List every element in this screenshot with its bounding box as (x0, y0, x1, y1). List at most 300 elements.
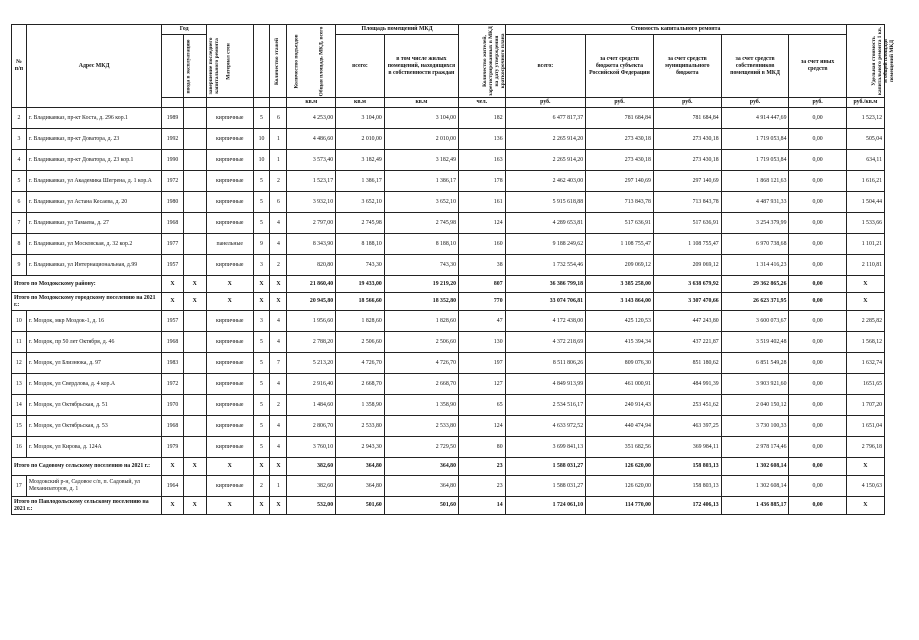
year-commission-cell: 1964 (162, 476, 183, 497)
residents-cell: 23 (458, 458, 505, 476)
premises-residential-cell: 2 668,70 (384, 374, 458, 395)
cost-owners-cell: 4 487 931,33 (721, 192, 789, 213)
residents-cell: 124 (458, 416, 505, 437)
specific-cost-cell: 1 523,12 (846, 108, 884, 129)
unit-cell: руб. (789, 98, 846, 108)
premises-residential-cell: 18 352,80 (384, 293, 458, 311)
cost-other-cell: 0,00 (789, 353, 846, 374)
specific-cost-cell: 2 110,81 (846, 255, 884, 276)
cost-other-cell: 0,00 (789, 374, 846, 395)
year-commission-cell: 1979 (162, 437, 183, 458)
floors-cell: 5 (253, 353, 270, 374)
table-row (12, 332, 885, 353)
premises-residential-cell: 4 726,70 (384, 353, 458, 374)
total-area-cell: 8 343,90 (287, 234, 336, 255)
subtotal-row (12, 497, 885, 515)
entrances-cell: 1 (270, 129, 287, 150)
walls-cell: кирпичные (206, 395, 253, 416)
cost-municipal-cell: 273 430,18 (653, 129, 721, 150)
premises-total-cell: 743,30 (336, 255, 385, 276)
year-commission-cell: 1968 (162, 332, 183, 353)
cost-total-cell: 5 915 618,88 (505, 192, 586, 213)
cost-subject-cell: 809 076,30 (586, 353, 654, 374)
table-row (12, 129, 885, 150)
floors-cell: 5 (253, 108, 270, 129)
address-cell: г. Владикавказ, ул Интернациональная, д.99 (26, 255, 162, 276)
cost-other-cell: 0,00 (789, 437, 846, 458)
walls-cell: кирпичные (206, 192, 253, 213)
floors-cell: 5 (253, 395, 270, 416)
cost-other-cell: 0,00 (789, 416, 846, 437)
specific-cost-cell: 1 533,66 (846, 213, 884, 234)
cost-municipal-cell: 158 803,13 (653, 476, 721, 497)
premises-total-cell: 364,80 (336, 458, 385, 476)
floors-cell: X (253, 458, 270, 476)
year-repair-cell (183, 171, 206, 192)
cost-municipal-cell: 158 803,13 (653, 458, 721, 476)
residents-cell: 182 (458, 108, 505, 129)
cost-municipal-cell: 851 180,62 (653, 353, 721, 374)
specific-cost-cell: X (846, 497, 884, 515)
cost-subject-cell: 273 430,18 (586, 129, 654, 150)
cost-other-cell: 0,00 (789, 234, 846, 255)
cost-total-cell: 9 188 249,62 (505, 234, 586, 255)
specific-cost-cell: 1 504,44 (846, 192, 884, 213)
walls-cell: кирпичные (206, 476, 253, 497)
table-row (12, 234, 885, 255)
cost-owners-cell: 29 362 865,26 (721, 276, 789, 293)
unit-cell: руб./кв.м (846, 98, 884, 108)
premises-total-cell: 3 104,00 (336, 108, 385, 129)
cost-subject-cell: 209 069,12 (586, 255, 654, 276)
cost-total-cell: 36 386 799,18 (505, 276, 586, 293)
address-cell: Итого по Моздокскому городскому поселению на 2021 г.: (12, 293, 162, 311)
walls-cell: X (206, 458, 253, 476)
cost-municipal-cell: 3 638 679,92 (653, 276, 721, 293)
walls-cell: X (206, 276, 253, 293)
table-row (12, 213, 885, 234)
row-number: 13 (12, 374, 27, 395)
residents-cell: 136 (458, 129, 505, 150)
year-commission-cell: 1992 (162, 129, 183, 150)
floors-cell: 5 (253, 437, 270, 458)
floors-cell: 2 (253, 476, 270, 497)
cost-owners-cell: 3 903 921,60 (721, 374, 789, 395)
table-row (12, 374, 885, 395)
entrances-cell: 4 (270, 213, 287, 234)
cost-owners-cell: 1 868 121,63 (721, 171, 789, 192)
header-premises-area: Площадь помещений МКД (336, 25, 459, 35)
cost-total-cell: 2 534 516,17 (505, 395, 586, 416)
table-row (12, 150, 885, 171)
cost-total-cell: 4 172 438,00 (505, 311, 586, 332)
row-number: 10 (12, 311, 27, 332)
header-floors: Количество этажей (253, 25, 270, 98)
premises-total-cell: 2 506,60 (336, 332, 385, 353)
residents-cell: 80 (458, 437, 505, 458)
year-repair-cell: X (183, 293, 206, 311)
cost-total-cell: 2 265 914,20 (505, 129, 586, 150)
premises-residential-cell: 364,80 (384, 458, 458, 476)
cost-owners-cell: 4 914 447,69 (721, 108, 789, 129)
walls-cell: кирпичные (206, 255, 253, 276)
cost-municipal-cell: 437 221,87 (653, 332, 721, 353)
row-number: 7 (12, 213, 27, 234)
total-area-cell: 3 760,10 (287, 437, 336, 458)
address-cell: г. Владикавказ, ул Московская, д. 32 кор.2 (26, 234, 162, 255)
walls-cell: кирпичные (206, 374, 253, 395)
premises-residential-cell: 3 104,00 (384, 108, 458, 129)
year-commission-cell: 1968 (162, 213, 183, 234)
premises-residential-cell: 3 182,49 (384, 150, 458, 171)
row-number: 17 (12, 476, 27, 497)
total-area-cell: 3 573,40 (287, 150, 336, 171)
premises-residential-cell: 1 828,60 (384, 311, 458, 332)
year-commission-cell: X (162, 458, 183, 476)
year-commission-cell: 1977 (162, 234, 183, 255)
premises-total-cell: 4 726,70 (336, 353, 385, 374)
row-number: 11 (12, 332, 27, 353)
row-number: 12 (12, 353, 27, 374)
floors-cell: 3 (253, 255, 270, 276)
year-repair-cell: X (183, 276, 206, 293)
cost-other-cell: 0,00 (789, 332, 846, 353)
floors-cell: 5 (253, 192, 270, 213)
header-cost-total: всего: (505, 35, 586, 98)
table-row (12, 171, 885, 192)
cost-other-cell: 0,00 (789, 311, 846, 332)
address-cell: Итого по Павлодольскому сельскому поселению на 2021 г.: (12, 497, 162, 515)
walls-cell: кирпичные (206, 332, 253, 353)
year-repair-cell (183, 416, 206, 437)
total-area-cell: 4 253,00 (287, 108, 336, 129)
year-commission-cell: 1957 (162, 255, 183, 276)
address-cell: г. Владикавказ, пр-кт Доватора, д. 23 кор.1 (26, 150, 162, 171)
entrances-cell: X (270, 276, 287, 293)
specific-cost-cell: X (846, 276, 884, 293)
cost-subject-cell: 461 000,91 (586, 374, 654, 395)
year-repair-cell (183, 234, 206, 255)
total-area-cell: 4 486,60 (287, 129, 336, 150)
cost-total-cell: 4 633 972,52 (505, 416, 586, 437)
premises-total-cell: 364,80 (336, 476, 385, 497)
unit-cell: кв.м (336, 98, 385, 108)
table-row (12, 395, 885, 416)
cost-owners-cell: 1 719 053,84 (721, 129, 789, 150)
entrances-cell: 1 (270, 476, 287, 497)
row-number: 5 (12, 171, 27, 192)
cost-municipal-cell: 713 843,78 (653, 192, 721, 213)
total-area-cell: 20 945,80 (287, 293, 336, 311)
header-entrances: Количество подъездов (270, 25, 287, 98)
cost-owners-cell: 3 730 100,33 (721, 416, 789, 437)
entrances-cell: 4 (270, 374, 287, 395)
row-number: 14 (12, 395, 27, 416)
premises-residential-cell: 1 358,90 (384, 395, 458, 416)
table-row (12, 255, 885, 276)
cost-total-cell: 1 588 031,27 (505, 458, 586, 476)
cost-other-cell: 0,00 (789, 395, 846, 416)
residents-cell: 161 (458, 192, 505, 213)
total-area-cell: 1 484,60 (287, 395, 336, 416)
address-cell: г. Моздок, ул Кирова, д. 124А (26, 437, 162, 458)
cost-subject-cell: 126 620,00 (586, 476, 654, 497)
cost-municipal-cell: 463 397,25 (653, 416, 721, 437)
walls-cell: кирпичные (206, 213, 253, 234)
year-repair-cell (183, 332, 206, 353)
year-commission-cell: 1972 (162, 171, 183, 192)
header-cost-municipal: за счет средств муниципального бюджета (653, 35, 721, 98)
premises-residential-cell: 501,60 (384, 497, 458, 515)
cost-subject-cell: 240 914,43 (586, 395, 654, 416)
year-repair-cell: X (183, 497, 206, 515)
premises-total-cell: 2 745,98 (336, 213, 385, 234)
walls-cell: X (206, 293, 253, 311)
premises-total-cell: 1 828,60 (336, 311, 385, 332)
cost-total-cell: 3 699 841,13 (505, 437, 586, 458)
specific-cost-cell: 1 707,20 (846, 395, 884, 416)
cost-subject-cell: 1 108 755,47 (586, 234, 654, 255)
floors-cell: 5 (253, 213, 270, 234)
unit-cell: руб. (721, 98, 789, 108)
residents-cell: 127 (458, 374, 505, 395)
address-cell: г. Моздок, ул Близнюка, д. 97 (26, 353, 162, 374)
premises-residential-cell: 8 188,10 (384, 234, 458, 255)
total-area-cell: 2 797,00 (287, 213, 336, 234)
cost-other-cell: 0,00 (789, 213, 846, 234)
cost-other-cell: 0,00 (789, 129, 846, 150)
address-cell: г. Моздок, ул Октябрьская, д. 51 (26, 395, 162, 416)
unit-cell: кв.м (384, 98, 458, 108)
year-commission-cell: X (162, 293, 183, 311)
cost-total-cell: 1 732 554,46 (505, 255, 586, 276)
residents-cell: 807 (458, 276, 505, 293)
premises-total-cell: 2 668,70 (336, 374, 385, 395)
residents-cell: 14 (458, 497, 505, 515)
cost-total-cell: 8 511 806,26 (505, 353, 586, 374)
floors-cell: X (253, 276, 270, 293)
residents-cell: 65 (458, 395, 505, 416)
row-number: 3 (12, 129, 27, 150)
header-cost-subject: за счет средств бюджета субъекта Российской Федерации (586, 35, 654, 98)
premises-residential-cell: 3 652,10 (384, 192, 458, 213)
floors-cell: 3 (253, 311, 270, 332)
premises-total-cell: 501,60 (336, 497, 385, 515)
year-commission-cell: X (162, 497, 183, 515)
total-area-cell: 1 523,17 (287, 171, 336, 192)
year-commission-cell: 1983 (162, 353, 183, 374)
cost-subject-cell: 713 843,78 (586, 192, 654, 213)
header-year: Год (162, 25, 206, 35)
cost-total-cell: 1 724 061,10 (505, 497, 586, 515)
year-commission-cell: 1968 (162, 416, 183, 437)
premises-total-cell: 3 652,10 (336, 192, 385, 213)
table-row (12, 476, 885, 497)
total-area-cell: 820,80 (287, 255, 336, 276)
walls-cell: кирпичные (206, 129, 253, 150)
cost-other-cell: 0,00 (789, 497, 846, 515)
entrances-cell: 4 (270, 437, 287, 458)
year-repair-cell (183, 192, 206, 213)
year-repair-cell: X (183, 458, 206, 476)
total-area-cell: 1 956,60 (287, 311, 336, 332)
address-cell: г. Владикавказ, ул Тамаева, д. 27 (26, 213, 162, 234)
address-cell: г. Владикавказ, ул Астана Кесаева, д. 20 (26, 192, 162, 213)
walls-cell: кирпичные (206, 416, 253, 437)
cost-owners-cell: 2 040 150,12 (721, 395, 789, 416)
subtotal-row (12, 458, 885, 476)
floors-cell: 9 (253, 234, 270, 255)
row-number: 4 (12, 150, 27, 171)
cost-subject-cell: 126 620,00 (586, 458, 654, 476)
header-specific-cost: Удельная стоимость капитального ремонта 1 кв. м общей площади помещений МКД (846, 25, 884, 98)
cost-owners-cell: 1 302 608,14 (721, 476, 789, 497)
floors-cell: 5 (253, 171, 270, 192)
premises-residential-cell: 19 219,20 (384, 276, 458, 293)
cost-subject-cell: 3 143 864,00 (586, 293, 654, 311)
cost-total-cell: 33 074 706,81 (505, 293, 586, 311)
header-cost-group: Стоимость капитального ремонта (505, 25, 846, 35)
year-commission-cell: 1989 (162, 108, 183, 129)
premises-residential-cell: 2 745,98 (384, 213, 458, 234)
total-area-cell: 2 916,40 (287, 374, 336, 395)
year-commission-cell: 1990 (162, 150, 183, 171)
capital-repair-table (11, 24, 895, 515)
specific-cost-cell: 1 568,12 (846, 332, 884, 353)
cost-owners-cell: 1 314 416,23 (721, 255, 789, 276)
year-repair-cell (183, 150, 206, 171)
cost-other-cell: 0,00 (789, 293, 846, 311)
total-area-cell: 382,60 (287, 458, 336, 476)
walls-cell: кирпичные (206, 171, 253, 192)
year-repair-cell (183, 129, 206, 150)
table-row (12, 437, 885, 458)
year-commission-cell: 1980 (162, 192, 183, 213)
year-repair-cell (183, 311, 206, 332)
year-repair-cell (183, 255, 206, 276)
unit-cell: руб. (653, 98, 721, 108)
residents-cell: 38 (458, 255, 505, 276)
header-premises-residential: в том числе жилых помещений, находящихся в собственности граждан (384, 35, 458, 98)
total-area-cell: 21 860,40 (287, 276, 336, 293)
cost-municipal-cell: 484 991,39 (653, 374, 721, 395)
premises-total-cell: 1 358,90 (336, 395, 385, 416)
walls-cell: панельные (206, 234, 253, 255)
cost-municipal-cell: 253 451,62 (653, 395, 721, 416)
cost-subject-cell: 517 636,91 (586, 213, 654, 234)
year-repair-cell (183, 353, 206, 374)
year-repair-cell (183, 374, 206, 395)
specific-cost-cell: 2 796,18 (846, 437, 884, 458)
entrances-cell: 4 (270, 234, 287, 255)
specific-cost-cell: 505,04 (846, 129, 884, 150)
row-number: 16 (12, 437, 27, 458)
entrances-cell: X (270, 497, 287, 515)
premises-residential-cell: 2 533,80 (384, 416, 458, 437)
cost-total-cell: 4 849 913,99 (505, 374, 586, 395)
cost-total-cell: 4 289 653,81 (505, 213, 586, 234)
premises-total-cell: 19 433,00 (336, 276, 385, 293)
table-row (12, 311, 885, 332)
residents-cell: 770 (458, 293, 505, 311)
residents-cell: 178 (458, 171, 505, 192)
cost-subject-cell: 415 394,34 (586, 332, 654, 353)
walls-cell: кирпичные (206, 108, 253, 129)
year-commission-cell: 1972 (162, 374, 183, 395)
cost-subject-cell: 297 140,69 (586, 171, 654, 192)
year-repair-cell (183, 213, 206, 234)
year-repair-cell (183, 108, 206, 129)
entrances-cell: 6 (270, 192, 287, 213)
address-cell: г. Владикавказ, пр-кт Доватора, д. 23 (26, 129, 162, 150)
cost-other-cell: 0,00 (789, 171, 846, 192)
cost-subject-cell: 425 120,53 (586, 311, 654, 332)
premises-residential-cell: 2 729,50 (384, 437, 458, 458)
cost-municipal-cell: 369 984,11 (653, 437, 721, 458)
residents-cell: 130 (458, 332, 505, 353)
unit-cell: руб. (586, 98, 654, 108)
specific-cost-cell: X (846, 458, 884, 476)
table-row (12, 192, 885, 213)
address-cell: г. Моздок, ул Свердлова, д. 4 кор.А (26, 374, 162, 395)
address-cell: г. Владикавказ, ул Академика Шегрена, д. 1 кор.А (26, 171, 162, 192)
header-walls: Материал стен (206, 25, 253, 98)
header-number: № п/п (12, 25, 27, 108)
cost-owners-cell: 6 970 738,68 (721, 234, 789, 255)
residents-cell: 23 (458, 476, 505, 497)
entrances-cell: X (270, 293, 287, 311)
entrances-cell: 4 (270, 311, 287, 332)
cost-other-cell: 0,00 (789, 458, 846, 476)
year-commission-cell: X (162, 276, 183, 293)
unit-cell: кв.м (287, 98, 336, 108)
floors-cell: 5 (253, 332, 270, 353)
cost-subject-cell: 114 770,00 (586, 497, 654, 515)
walls-cell: кирпичные (206, 311, 253, 332)
floors-cell: X (253, 293, 270, 311)
cost-owners-cell: 3 519 402,48 (721, 332, 789, 353)
specific-cost-cell: 1 101,21 (846, 234, 884, 255)
address-cell: г. Моздок, пр 50 лет Октября, д. 46 (26, 332, 162, 353)
total-area-cell: 5 213,20 (287, 353, 336, 374)
premises-residential-cell: 1 386,17 (384, 171, 458, 192)
specific-cost-cell: 4 150,63 (846, 476, 884, 497)
walls-cell: кирпичные (206, 353, 253, 374)
cost-other-cell: 0,00 (789, 255, 846, 276)
cost-total-cell: 6 477 817,37 (505, 108, 586, 129)
year-commission-cell: 1970 (162, 395, 183, 416)
specific-cost-cell: 1 632,74 (846, 353, 884, 374)
total-area-cell: 3 932,10 (287, 192, 336, 213)
address-cell: г. Моздок, ул Октябрьская, д. 53 (26, 416, 162, 437)
cost-other-cell: 0,00 (789, 192, 846, 213)
entrances-cell: 2 (270, 171, 287, 192)
floors-cell: 10 (253, 129, 270, 150)
total-area-cell: 532,00 (287, 497, 336, 515)
cost-owners-cell: 1 302 608,14 (721, 458, 789, 476)
cost-municipal-cell: 273 430,18 (653, 150, 721, 171)
entrances-cell: 7 (270, 353, 287, 374)
cost-owners-cell: 1 719 053,84 (721, 150, 789, 171)
premises-total-cell: 2 010,00 (336, 129, 385, 150)
cost-municipal-cell: 3 307 470,66 (653, 293, 721, 311)
cost-owners-cell: 6 851 549,28 (721, 353, 789, 374)
residents-cell: 124 (458, 213, 505, 234)
premises-residential-cell: 2 506,60 (384, 332, 458, 353)
table-row (12, 353, 885, 374)
cost-municipal-cell: 517 636,91 (653, 213, 721, 234)
cost-owners-cell: 26 623 371,95 (721, 293, 789, 311)
